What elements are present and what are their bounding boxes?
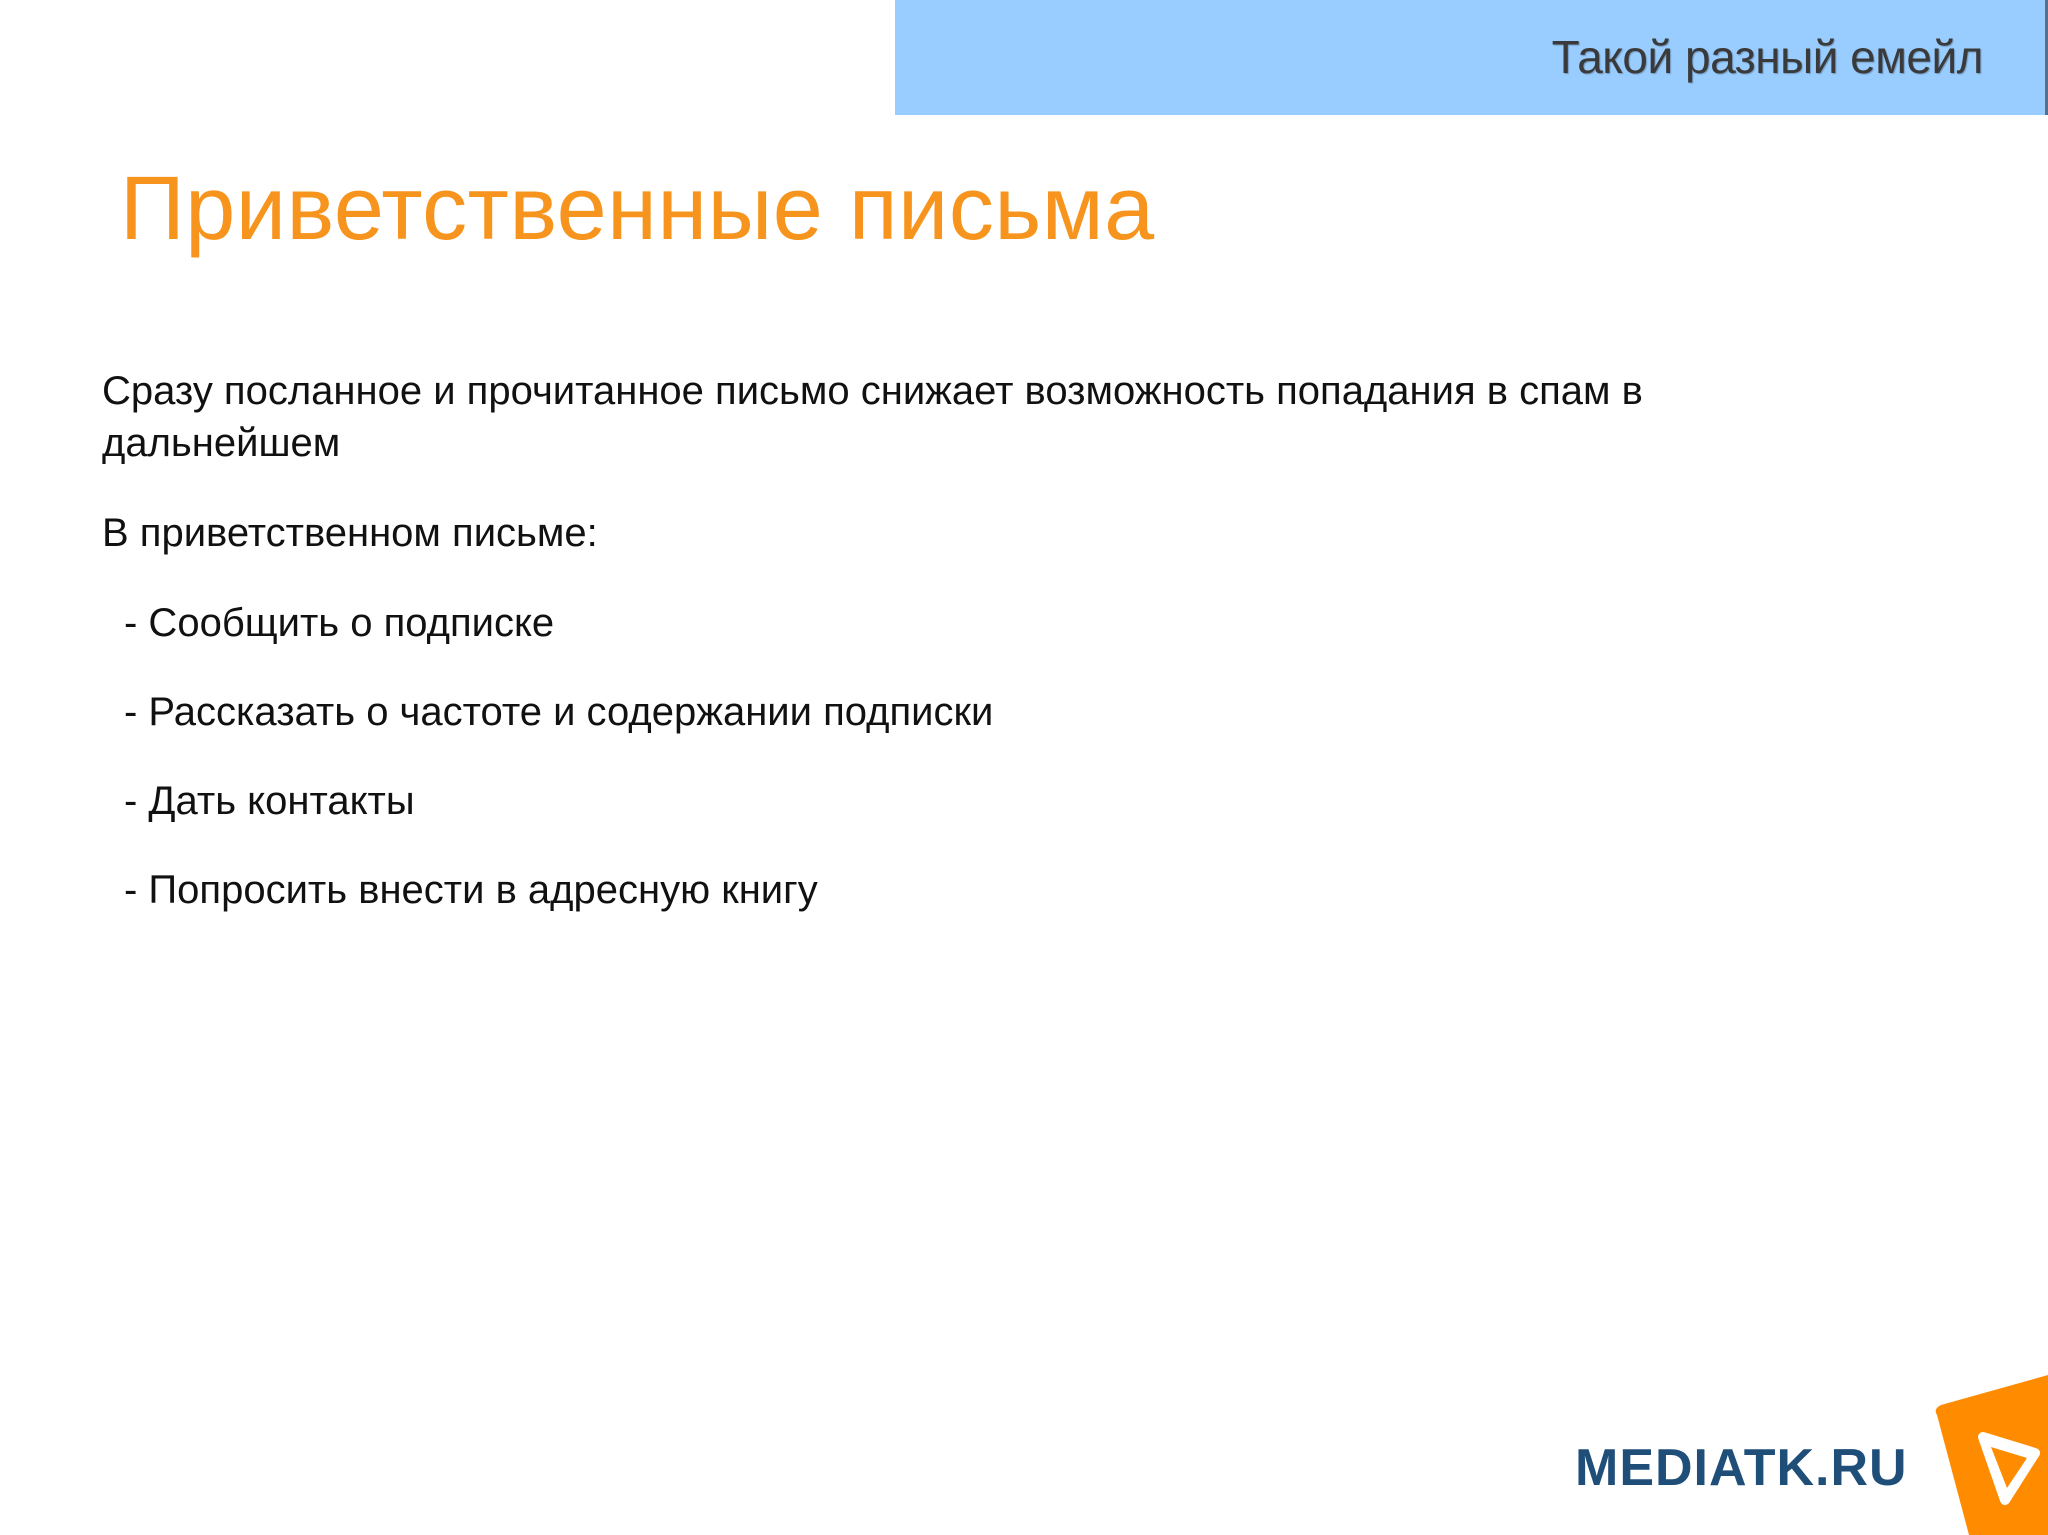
list-heading: В приветственном письме: <box>102 511 598 555</box>
logo-text: MEDIATK.RU <box>1575 1439 1908 1497</box>
list-item: - Сообщить о подписке <box>124 601 555 645</box>
play-icon <box>1925 1375 2048 1535</box>
intro-paragraph: Сразу посланное и прочитанное письмо снижает возможность попадания в спам в дальнейшем <box>102 369 1643 465</box>
list-item: - Попросить внести в адресную книгу <box>124 868 818 912</box>
slide-body <box>102 365 1802 953</box>
list-item: - Рассказать о частоте и содержании подписки <box>124 690 994 734</box>
header-band <box>895 0 2048 115</box>
section-title: Такой разный емейл <box>1551 31 1983 83</box>
list-item: - Дать контакты <box>124 779 415 823</box>
slide-title: Приветственные письма <box>120 159 1155 259</box>
